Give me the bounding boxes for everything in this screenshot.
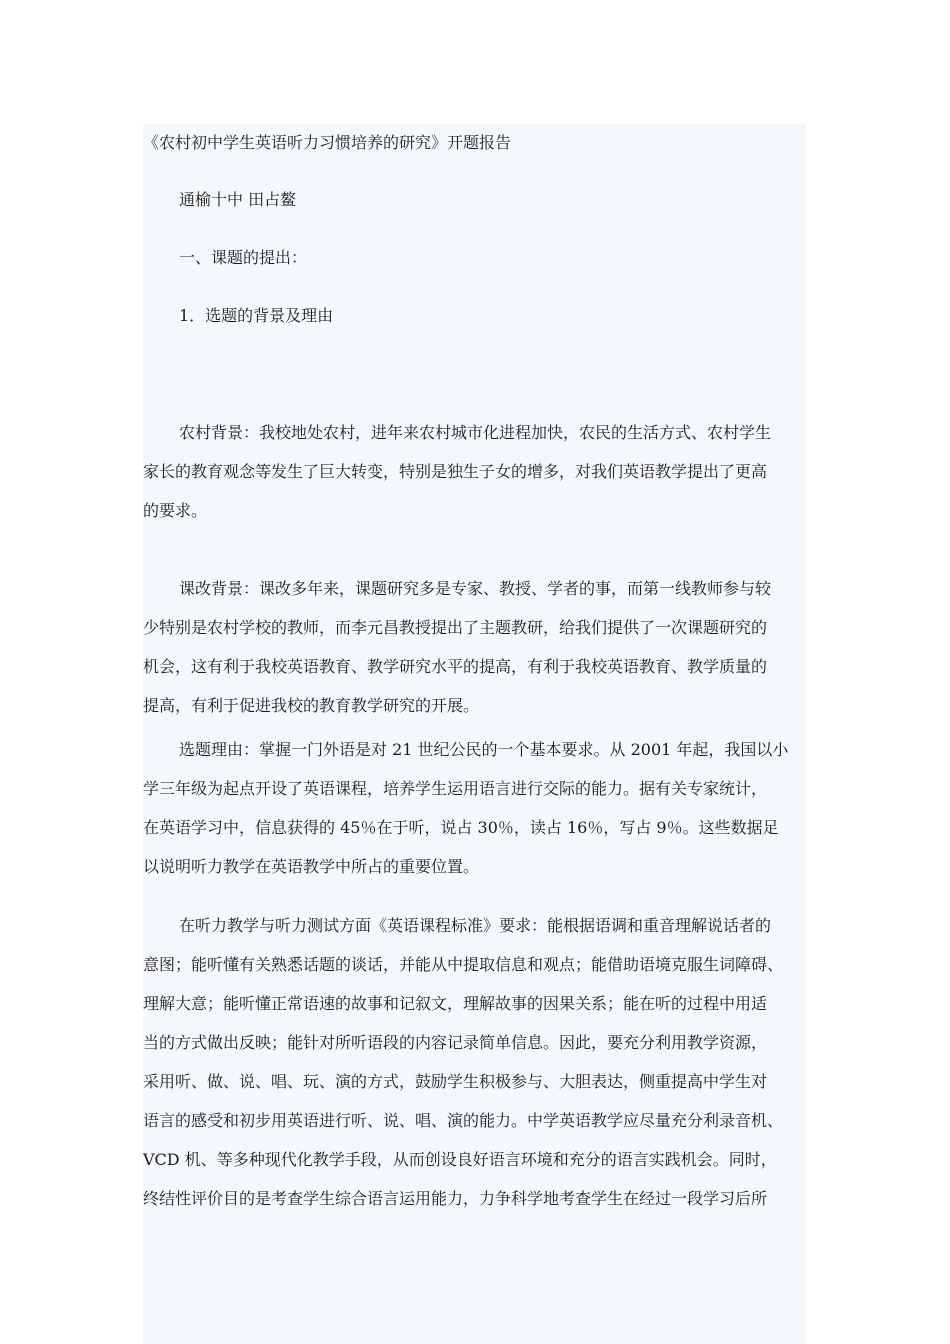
paragraph-line: 选题理由：掌握一门外语是对 21 世纪公民的一个基本要求。从 2001 年起，我国以小: [179, 740, 789, 759]
paragraph-line: 提高，有利于促进我校的教育教学研究的开展。: [143, 696, 480, 715]
paragraph-line: 终结性评价目的是考查学生综合语言运用能力，力争科学地考查学生在经过一段学习后所: [143, 1189, 768, 1208]
paragraph-line: 机会，这有利于我校英语教育、教学研究水平的提高，有利于我校英语教育、教学质量的: [143, 657, 768, 676]
subsection-heading: 1．选题的背景及理由: [179, 306, 334, 325]
paragraph-line: 语言的感受和初步用英语进行听、说、唱、演的能力。中学英语教学应尽量充分利录音机、: [143, 1111, 784, 1130]
paragraph-line: 少特别是农村学校的教师，而李元昌教授提出了主题教研，给我们提供了一次课题研究的: [143, 618, 768, 637]
document-page: [143, 124, 806, 1344]
paragraph-line: 在听力教学与听力测试方面《英语课程标准》要求：能根据语调和重音理解说话者的: [179, 916, 772, 935]
paragraph-line: 以说明听力教学在英语教学中所占的重要位置。: [143, 857, 480, 876]
paragraph-rural-background: [143, 413, 806, 530]
paragraph-line: 农村背景：我校地处农村，进年来农村城市化进程加快，农民的生活方式、农村学生: [179, 423, 772, 442]
paragraph-line: 意图；能听懂有关熟悉话题的谈话，并能从中提取信息和观点；能借助语境克服生词障碍、: [143, 955, 784, 974]
paragraph-line: 当的方式做出反映；能针对所听语段的内容记录简单信息。因此，要充分利用教学资源，: [143, 1033, 768, 1052]
section-heading: 一、课题的提出：: [179, 248, 308, 267]
paragraph-selection-reason: [143, 730, 806, 886]
paragraph-curriculum-standard: [143, 906, 806, 1218]
paragraph-line: 理解大意；能听懂正常语速的故事和记叙文，理解故事的因果关系；能在听的过程中用适: [143, 994, 768, 1013]
paragraph-line: VCD 机、等多种现代化教学手段，从而创设良好语言环境和充分的语言实践机会。同时，: [143, 1150, 777, 1169]
paragraph-line: 的要求。: [143, 501, 208, 520]
paragraph-reform-background: [143, 569, 806, 725]
paragraph-line: 课改背景：课改多年来，课题研究多是专家、教授、学者的事，而第一线教师参与较: [179, 579, 772, 598]
author-line: 通榆十中 田占鳌: [179, 190, 297, 209]
paragraph-line: 采用听、做、说、唱、玩、演的方式，鼓励学生积极参与、大胆表达，侧重提高中学生对: [143, 1072, 768, 1091]
document-title: 《农村初中学生英语听力习惯培养的研究》开题报告: [143, 133, 512, 152]
paragraph-line: 家长的教育观念等发生了巨大转变，特别是独生子女的增多，对我们英语教学提出了更高: [143, 462, 768, 481]
paragraph-line: 在英语学习中，信息获得的 45％在于听，说占 30％，读占 16％，写占 9％。这些数据足: [143, 818, 779, 837]
paragraph-line: 学三年级为起点开设了英语课程，培养学生运用语言进行交际的能力。据有关专家统计，: [143, 779, 768, 798]
